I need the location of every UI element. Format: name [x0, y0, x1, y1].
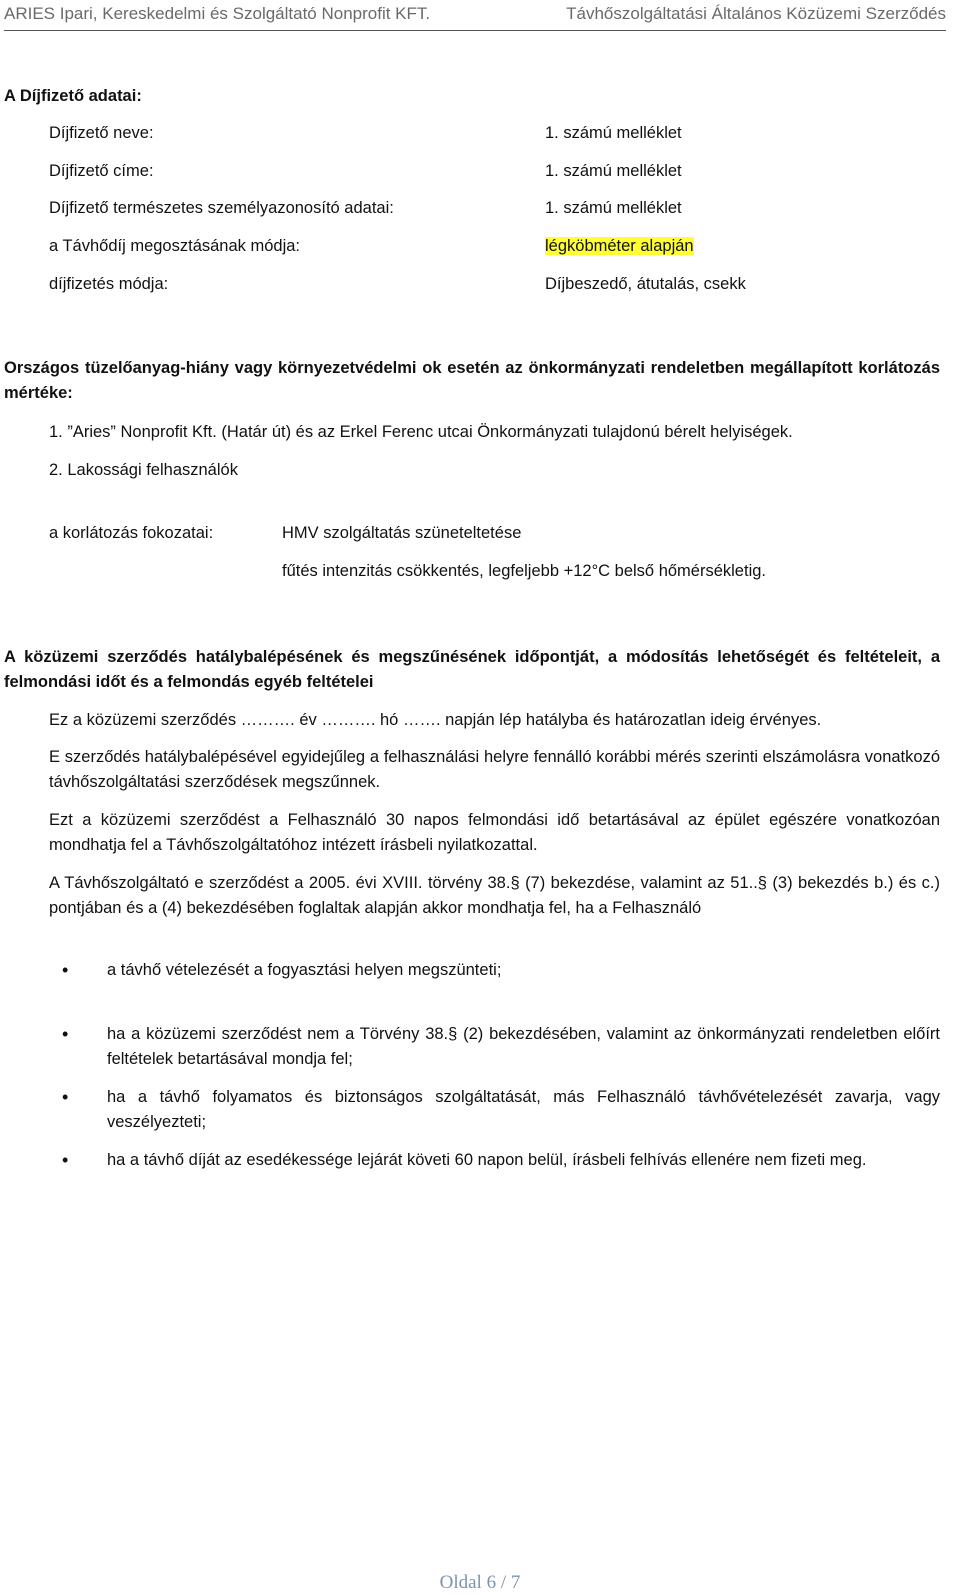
payer-value-address: 1. számú melléklet: [545, 162, 682, 180]
bullet-marker: •: [62, 1024, 69, 1044]
payer-value-name: 1. számú melléklet: [545, 124, 682, 142]
page-number: Oldal 6 / 7: [439, 1572, 521, 1593]
validity-paragraph-4: A Távhőszolgáltató e szerződést a 2005. évi XVIII. törvény 38.§ (7) bekezdése, valamint az 51..§ (3) bekezdés b.) és c.) pontjában és a (4) bekezdésében foglaltak alapján akkor mondhatja fel, ha a Felhasználó: [49, 874, 940, 917]
payer-value-split: [545, 236, 694, 256]
restriction-heading: Országos tüzelőanyag-hiány vagy környezetvédelmi ok esetén az önkormányzati rendeletben megállapított korlátozás mértéke:: [4, 359, 940, 402]
payer-heading: A Díjfizető adatai:: [4, 87, 142, 105]
validity-paragraph-1: Ez a közüzemi szerződés ………. év ………. hó ……. napján lép hatályba és határozatlan ideig érvényes.: [49, 711, 822, 729]
payer-label-name: Díjfizető neve:: [49, 124, 154, 142]
page-header: [4, 4, 946, 31]
payer-label-address: Díjfizető címe:: [49, 162, 154, 180]
restriction-level-2: fűtés intenzitás csökkentés, legfeljebb +12°C belső hőmérsékletig.: [282, 562, 766, 580]
payer-label-split: a Távhődíj megosztásának módja:: [49, 237, 301, 255]
bullet-item-2: ha a közüzemi szerződést nem a Törvény 38.§ (2) bekezdésében, valamint az önkormányzati rendeletben előírt feltételek betartásával mondja fel;: [107, 1025, 940, 1068]
restriction-level-1: HMV szolgáltatás szüneteltetése: [282, 524, 522, 542]
bullet-item-3: ha a távhő folyamatos és biztonságos szolgáltatását, más Felhasználó távhővételezését zavarja, vagy veszélyezteti;: [107, 1088, 940, 1131]
header-company: ARIES Ipari, Kereskedelmi és Szolgáltató Nonprofit KFT.: [4, 4, 431, 23]
header-doc-title: Távhőszolgáltatási Általános Közüzemi Szerződés: [566, 4, 946, 23]
payer-value-id: 1. számú melléklet: [545, 199, 682, 217]
restriction-item-1: 1. ”Aries” Nonprofit Kft. (Határ út) és az Erkel Ferenc utcai Önkormányzati tulajdonú bérelt helyiségek.: [49, 423, 793, 441]
bullet-marker: •: [62, 1150, 69, 1170]
payer-label-payment: díjfizetés módja:: [49, 275, 169, 293]
bullet-marker: •: [62, 1087, 69, 1107]
bullet-item-4: ha a távhő díját az esedékessége lejárát követi 60 napon belül, írásbeli felhívás ellenére nem fizeti meg.: [107, 1151, 867, 1169]
highlighted-text: légköbméter alapján: [545, 237, 694, 255]
payer-label-id: Díjfizető természetes személyazonosító adatai:: [49, 199, 394, 217]
payer-value-payment: Díjbeszedő, átutalás, csekk: [545, 275, 746, 293]
validity-paragraph-2: E szerződés hatálybalépésével egyidejűleg a felhasználási helyre fennálló korábbi mérés szerinti elszámolásra vonatkozó távhőszolgáltatási szerződések megszűnnek.: [49, 748, 940, 791]
validity-paragraph-3: Ezt a közüzemi szerződést a Felhasználó 30 napos felmondási idő betartásával az épület egészére vonatkozóan mondhatja fel a Távhőszolgáltatóhoz intézett írásbeli nyilatkozattal.: [49, 811, 940, 854]
restriction-levels-label: a korlátozás fokozatai:: [49, 524, 214, 542]
bullet-marker: •: [62, 960, 69, 980]
validity-heading: A közüzemi szerződés hatálybalépésének és megszűnésének időpontját, a módosítás lehetőségét és feltételeit, a felmondási időt és a felmondás egyéb feltételei: [4, 648, 940, 691]
bullet-item-1: a távhő vételezését a fogyasztási helyen megszünteti;: [107, 961, 502, 979]
restriction-item-2: 2. Lakossági felhasználók: [49, 461, 238, 479]
